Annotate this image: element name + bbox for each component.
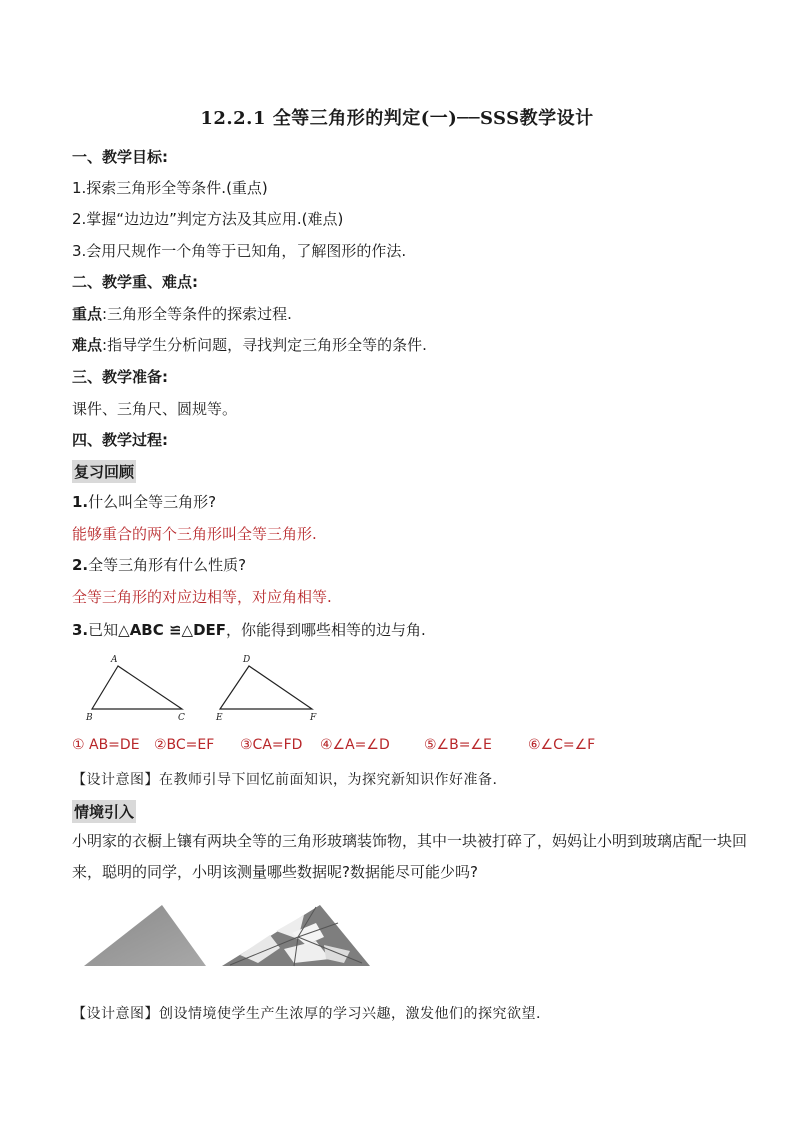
goal-item: 1.探索三角形全等条件.(重点) (72, 179, 268, 197)
triangle-abc (92, 666, 182, 709)
goal-item: 2.掌握“边边边”判定方法及其应用.(难点) (72, 210, 344, 228)
vertex-label-c: C (178, 713, 185, 723)
review-tag: 复习回顾 (72, 460, 136, 483)
preparation-text: 课件、三角尺、圆规等。 (72, 400, 238, 418)
preparation-heading: 三、教学准备: (72, 368, 168, 386)
page-title: 12.2.1 全等三角形的判定(一)──SSS教学设计 (200, 108, 594, 129)
answer-item: ②BC=EF (154, 737, 215, 753)
congruence-expression: △ABC ≌△DEF (118, 621, 227, 639)
answer-item: ④∠A=∠D (320, 737, 390, 753)
question-text: 全等三角形有什么性质? (88, 556, 247, 574)
answer-item: ③CA=FD (240, 737, 303, 753)
vertex-label-d: D (243, 655, 251, 665)
answer-1: 能够重合的两个三角形叫全等三角形. (72, 525, 317, 543)
design-intent-1: 【设计意图】在教师引导下回忆前面知识，为探究新知识作好准备. (72, 772, 498, 788)
process-heading: 四、教学过程: (72, 431, 168, 449)
question-number: 2. (72, 556, 89, 574)
question-1 (72, 491, 216, 512)
difficulty-text: :指导学生分析问题，寻找判定三角形全等的条件. (102, 336, 427, 354)
vertex-label-a: A (111, 655, 118, 665)
goal-item: 3.会用尺规作一个角等于已知角，了解图形的作法. (72, 242, 407, 260)
key-points-heading: 二、教学重、难点: (72, 273, 198, 291)
difficulty-line (72, 334, 427, 355)
answer-item: ⑤∠B=∠E (424, 737, 492, 753)
key-point-line (72, 303, 292, 324)
triangle-figures (80, 650, 340, 724)
broken-glass-triangle (222, 905, 370, 966)
answer-item: ① AB=DE (72, 737, 140, 753)
scenario-text: 小明家的衣橱上镶有两块全等的三角形玻璃装饰物，其中一块被打碎了，妈妈让小明到玻璃店配一块回来，聪明的同学，小明该测量哪些数据呢?数据能尽可能少吗? (72, 832, 748, 881)
vertex-label-b: B (86, 713, 93, 723)
goals-heading: 一、教学目标: (72, 148, 168, 166)
key-label: 重点 (72, 305, 103, 323)
difficulty-label: 难点 (72, 336, 103, 354)
question-3 (72, 619, 426, 640)
question-number: 1. (72, 493, 89, 511)
vertex-label-e: E (216, 713, 223, 723)
vertex-label-f: F (310, 713, 317, 723)
answer-item: ⑥∠C=∠F (528, 737, 596, 753)
triangle-def (220, 666, 312, 709)
intact-glass-triangle (84, 905, 206, 966)
answer-2: 全等三角形的对应边相等，对应角相等. (72, 588, 332, 606)
question-2 (72, 554, 246, 575)
scenario-tag: 情境引入 (72, 800, 136, 823)
design-intent-2: 【设计意图】创设情境使学生产生浓厚的学习兴趣，激发他们的探究欲望. (72, 1006, 541, 1022)
question-text: 什么叫全等三角形? (88, 493, 217, 511)
question-number: 3. (72, 621, 89, 639)
question-text: 已知 (88, 621, 119, 639)
key-text: :三角形全等条件的探索过程. (102, 305, 292, 323)
glass-triangles-image (80, 893, 380, 973)
question-text: ，你能得到哪些相等的边与角. (226, 621, 426, 639)
